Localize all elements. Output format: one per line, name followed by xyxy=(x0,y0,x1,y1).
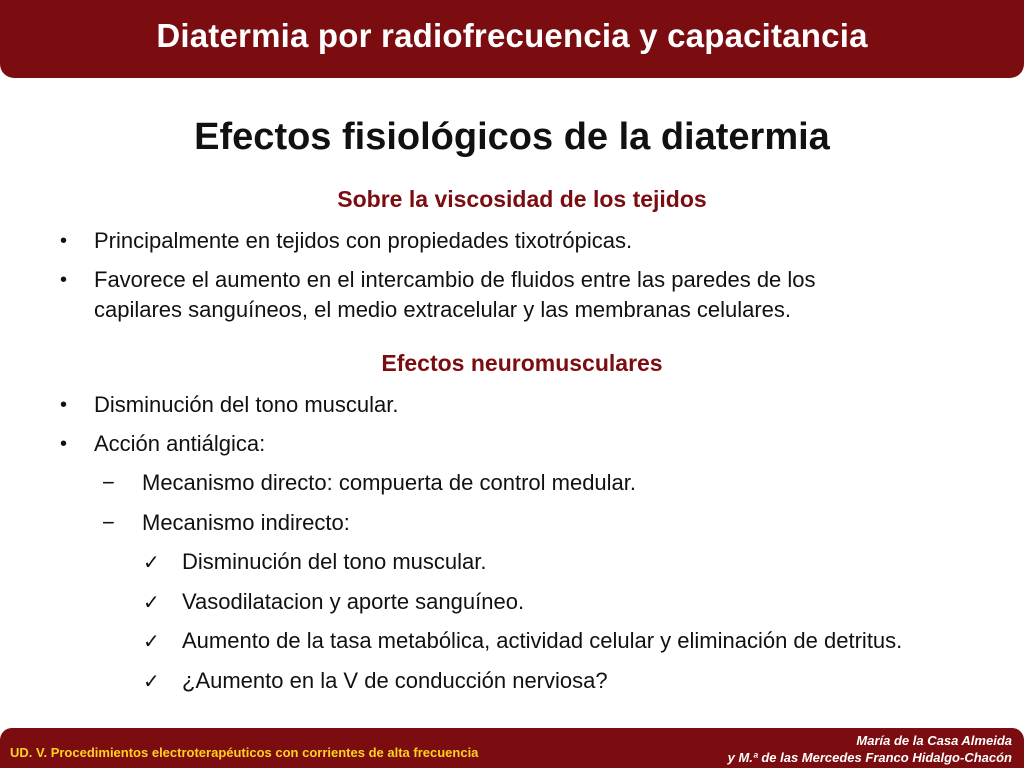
section-heading-neuromuscular: Efectos neuromusculares xyxy=(381,350,663,376)
checkmark-icon: ✓ xyxy=(143,550,160,574)
list-item: Favorece el aumento en el intercambio de fluidos entre las paredes de los xyxy=(94,267,816,292)
dash-icon: − xyxy=(102,510,115,535)
bullet-icon: • xyxy=(60,269,68,291)
page-title: Efectos fisiológicos de la diatermia xyxy=(194,116,830,158)
sub-list-item: Mecanismo directo: compuerta de control medular. xyxy=(142,470,637,495)
list-item: Principalmente en tejidos con propiedades tixotrópicas. xyxy=(94,228,633,253)
footer-authors xyxy=(728,732,1012,766)
checkmark-icon: ✓ xyxy=(143,669,160,693)
sub-sub-list-item: Vasodilatacion y aporte sanguíneo. xyxy=(182,589,525,614)
footer-author-line-2: y M.ª de las Mercedes Franco Hidalgo-Chacón xyxy=(727,750,1012,765)
list-item: Disminución del tono muscular. xyxy=(94,392,399,417)
checkmark-icon: ✓ xyxy=(143,590,160,614)
checkmark-icon: ✓ xyxy=(143,629,160,653)
list-item: Acción antiálgica: xyxy=(94,431,266,456)
bullet-icon: • xyxy=(60,394,68,416)
bullet-icon: • xyxy=(60,230,68,252)
header-title: Diatermia por radiofrecuencia y capacitancia xyxy=(156,17,868,54)
footer-course-unit: UD. V. Procedimientos electroterapéuticos con corrientes de alta frecuencia xyxy=(10,745,479,760)
sub-sub-list-item: ¿Aumento en la V de conducción nerviosa? xyxy=(182,668,608,693)
sub-sub-list-item: Aumento de la tasa metabólica, actividad celular y eliminación de detritus. xyxy=(182,628,903,653)
bullet-icon: • xyxy=(60,433,68,455)
sub-sub-list-item: Disminución del tono muscular. xyxy=(182,549,487,574)
header-bar xyxy=(0,0,1024,78)
footer-author-line-1: María de la Casa Almeida xyxy=(856,733,1012,748)
list-item-continuation: capilares sanguíneos, el medio extracelular y las membranas celulares. xyxy=(94,297,792,322)
sub-list-item: Mecanismo indirecto: xyxy=(142,510,350,535)
dash-icon: − xyxy=(102,470,115,495)
section-heading-viscosity: Sobre la viscosidad de los tejidos xyxy=(337,186,707,212)
